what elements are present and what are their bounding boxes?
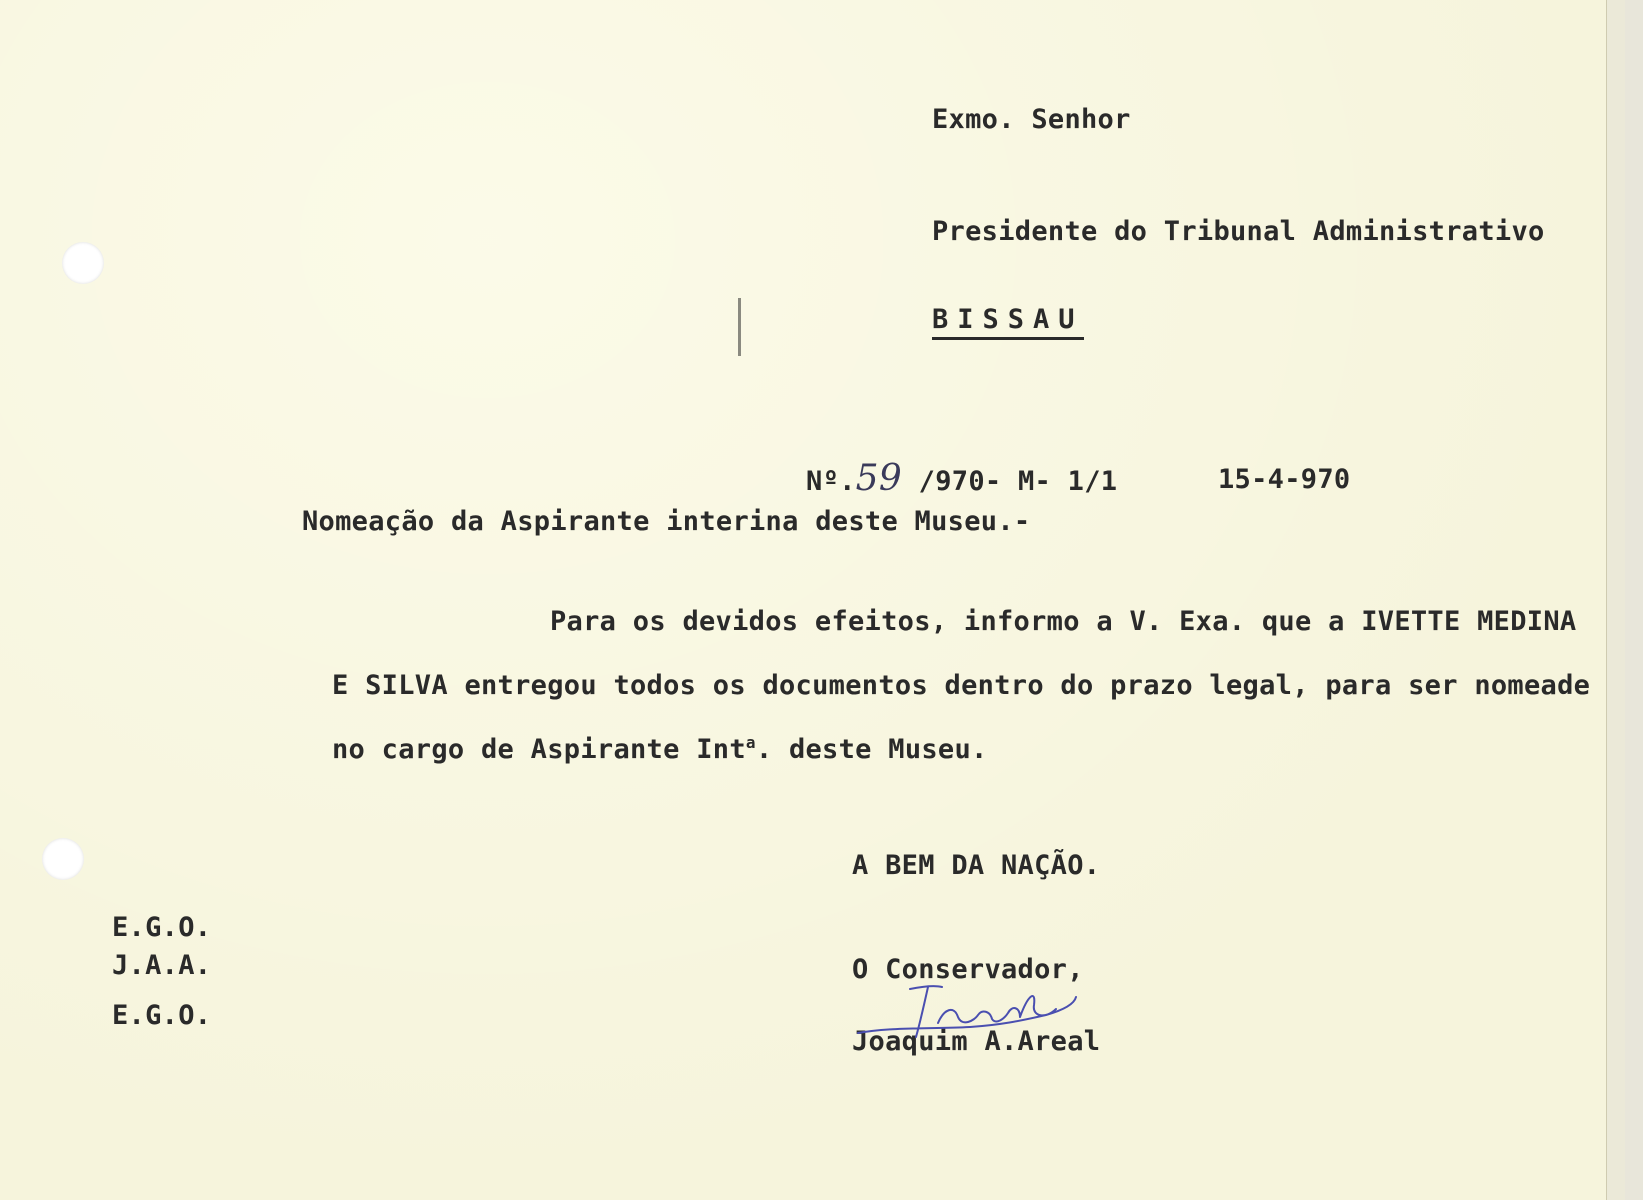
reference-suffix: /970- M- 1/1 [918, 466, 1118, 497]
reference-line [806, 458, 1117, 499]
salutation: Exmo. Senhor [932, 104, 1131, 135]
recipient-city [932, 304, 1084, 335]
reference-prefix: Nº. [806, 466, 856, 497]
punch-hole-top [62, 242, 104, 284]
recipient-city-text: BISSAU [932, 304, 1084, 340]
handwritten-signature [850, 975, 1090, 1055]
signatory-name: Joaquim A.Areal [852, 1026, 1101, 1057]
signatory-title: O Conservador, [852, 954, 1084, 985]
initials-1: E.G.O. [112, 912, 212, 943]
letter-date: 15-4-970 [1218, 464, 1351, 495]
initials-3: E.G.O. [112, 1000, 212, 1031]
initials-2: J.A.A. [112, 950, 212, 981]
punch-hole-bottom [42, 838, 84, 880]
closing-formula: A BEM DA NAÇÃO. [852, 850, 1101, 881]
subject-line: Nomeação da Aspirante interina deste Museu.- [302, 506, 1031, 537]
body-line-3-main: no cargo de Aspirante Int [332, 734, 746, 765]
body-line-1: Para os devidos efeitos, informo a V. Exa. que a IVETTE MEDINA [550, 606, 1577, 637]
paper-edge [1606, 0, 1625, 1200]
recipient-title: Presidente do Tribunal Administrativo [932, 216, 1545, 247]
margin-mark [738, 298, 741, 356]
body-line-3-end: . deste Museu. [755, 734, 988, 765]
body-line-3-superscript: a [745, 733, 756, 752]
body-line-2: E SILVA entregou todos os documentos dentro do prazo legal, para ser nomeade [332, 670, 1591, 701]
reference-number: 59 [855, 458, 903, 499]
body-line-3 [332, 733, 988, 765]
